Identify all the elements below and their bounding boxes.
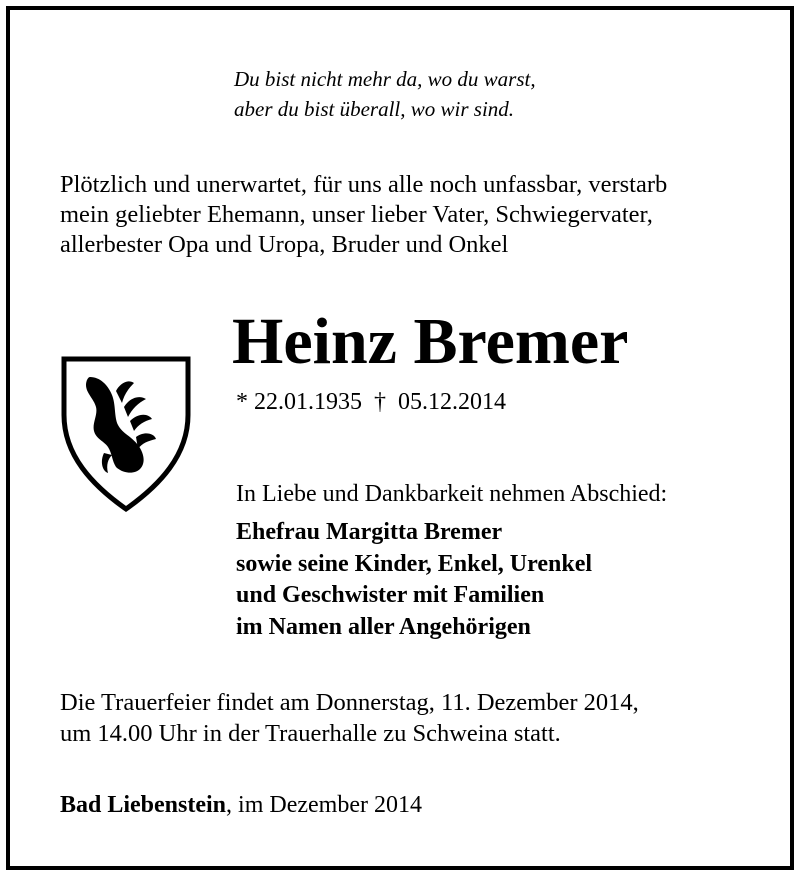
mourner-line: Ehefrau Margitta Bremer xyxy=(236,519,503,545)
mourner-line: und Geschwister mit Familien xyxy=(236,582,545,608)
birth-date: * 22.01.1935 xyxy=(236,389,362,415)
place-name: Bad Liebenstein xyxy=(60,792,227,818)
intro-line-2: mein geliebter Ehemann, unser lieber Vater, Schwiegervater, xyxy=(60,201,653,228)
service-line-1: Die Trauerfeier findet am Donnerstag, 11. Dezember 2014, xyxy=(60,689,639,716)
intro-line-1: Plötzlich und unerwartet, für uns alle noch unfassbar, verstarb xyxy=(60,171,668,198)
coat-of-arms-shield-icon xyxy=(60,355,192,513)
quote-line-2: aber du bist überall, wo wir sind. xyxy=(234,97,515,121)
service-info xyxy=(60,687,639,749)
notice-date: , im Dezember 2014 xyxy=(226,792,422,818)
intro-text xyxy=(60,170,667,260)
quote-line-1: Du bist nicht mehr da, wo du warst, xyxy=(234,67,536,91)
service-line-2: um 14.00 Uhr in der Trauerhalle zu Schweina statt. xyxy=(60,720,561,747)
place-and-date xyxy=(60,792,422,819)
mourners-list xyxy=(236,517,592,643)
mourner-line: sowie seine Kinder, Enkel, Urenkel xyxy=(236,550,593,577)
deceased-name: Heinz Bremer xyxy=(232,305,629,378)
mourner-line: im Namen aller Angehörigen xyxy=(236,613,531,640)
farewell-intro: In Liebe und Dankbarkeit nehmen Abschied: xyxy=(236,481,668,507)
intro-line-3: allerbester Opa und Uropa, Bruder und Onkel xyxy=(60,231,509,258)
death-date: 05.12.2014 xyxy=(398,389,506,415)
life-dates xyxy=(236,389,506,416)
death-symbol: † xyxy=(374,389,386,415)
